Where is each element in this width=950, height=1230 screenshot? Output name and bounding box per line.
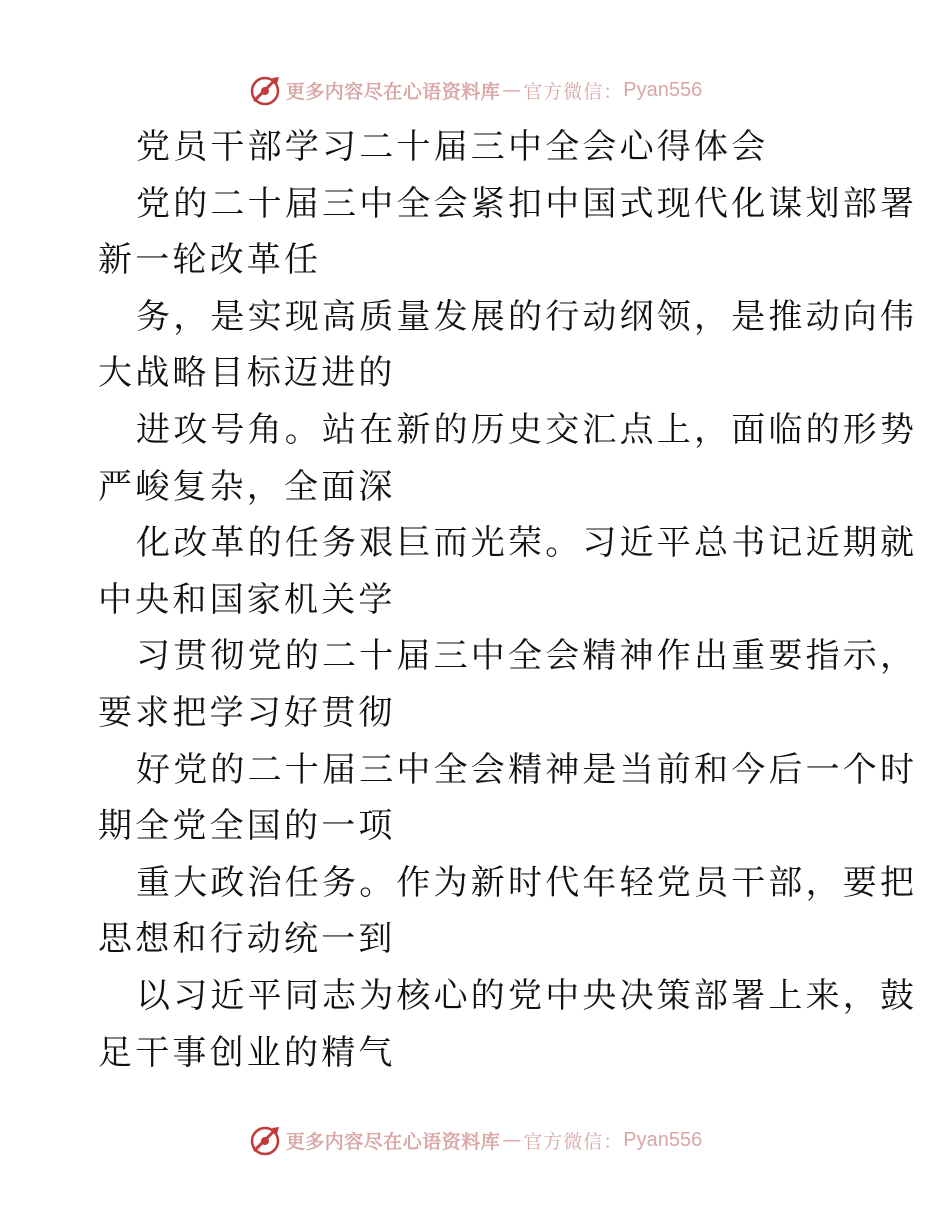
paragraph-line: 以习近平同志为核心的党中央决策部署上来，鼓 — [136, 975, 918, 1016]
header-banner — [0, 68, 950, 112]
banner-wechat-id: Pyan556 — [623, 78, 703, 101]
footer-banner — [0, 1118, 950, 1162]
paragraph-line: 好党的二十届三中全会精神是当前和今后一个时 — [136, 749, 918, 790]
banner-dash: — — [502, 1129, 522, 1151]
banner-wechat-label: 官方微信： — [523, 1130, 624, 1153]
paragraph-line: 严峻复杂，全面深 — [98, 466, 396, 507]
paragraph-line: 大战略目标迈进的 — [98, 353, 396, 394]
logo-icon — [248, 1123, 282, 1157]
paragraph-line: 党的二十届三中全会紧扣中国式现代化谋划部署 — [136, 183, 918, 224]
paragraph-line: 进攻号角。站在新的历史交汇点上，面临的形势 — [136, 409, 918, 450]
banner-wechat-label: 官方微信： — [523, 80, 624, 103]
banner-dash: — — [502, 79, 522, 101]
paragraph-line: 化改革的任务艰巨而光荣。习近平总书记近期就 — [136, 523, 918, 564]
document-body — [98, 119, 918, 1081]
paragraph-line: 新一轮改革任 — [98, 240, 322, 281]
paragraph-line: 重大政治任务。作为新时代年轻党员干部，要把 — [136, 862, 918, 903]
document-title: 党员干部学习二十届三中全会心得体会 — [136, 127, 769, 167]
paragraph-line: 思想和行动统一到 — [98, 919, 396, 960]
paragraph-line: 要求把学习好贯彻 — [98, 692, 396, 733]
banner-wechat-id: Pyan556 — [623, 1128, 703, 1151]
paragraph-line: 中央和国家机关学 — [98, 579, 396, 620]
banner-main-text: 更多内容尽在心语资料库 — [285, 1130, 501, 1153]
paragraph-line: 习贯彻党的二十届三中全会精神作出重要指示， — [136, 636, 918, 677]
logo-icon — [248, 73, 282, 107]
banner-main-text: 更多内容尽在心语资料库 — [285, 80, 501, 103]
paragraph-line: 期全党全国的一项 — [98, 806, 396, 847]
paragraph-line: 务，是实现高质量发展的行动纲领，是推动向伟 — [136, 296, 918, 337]
paragraph-line: 足干事创业的精气 — [98, 1032, 396, 1073]
